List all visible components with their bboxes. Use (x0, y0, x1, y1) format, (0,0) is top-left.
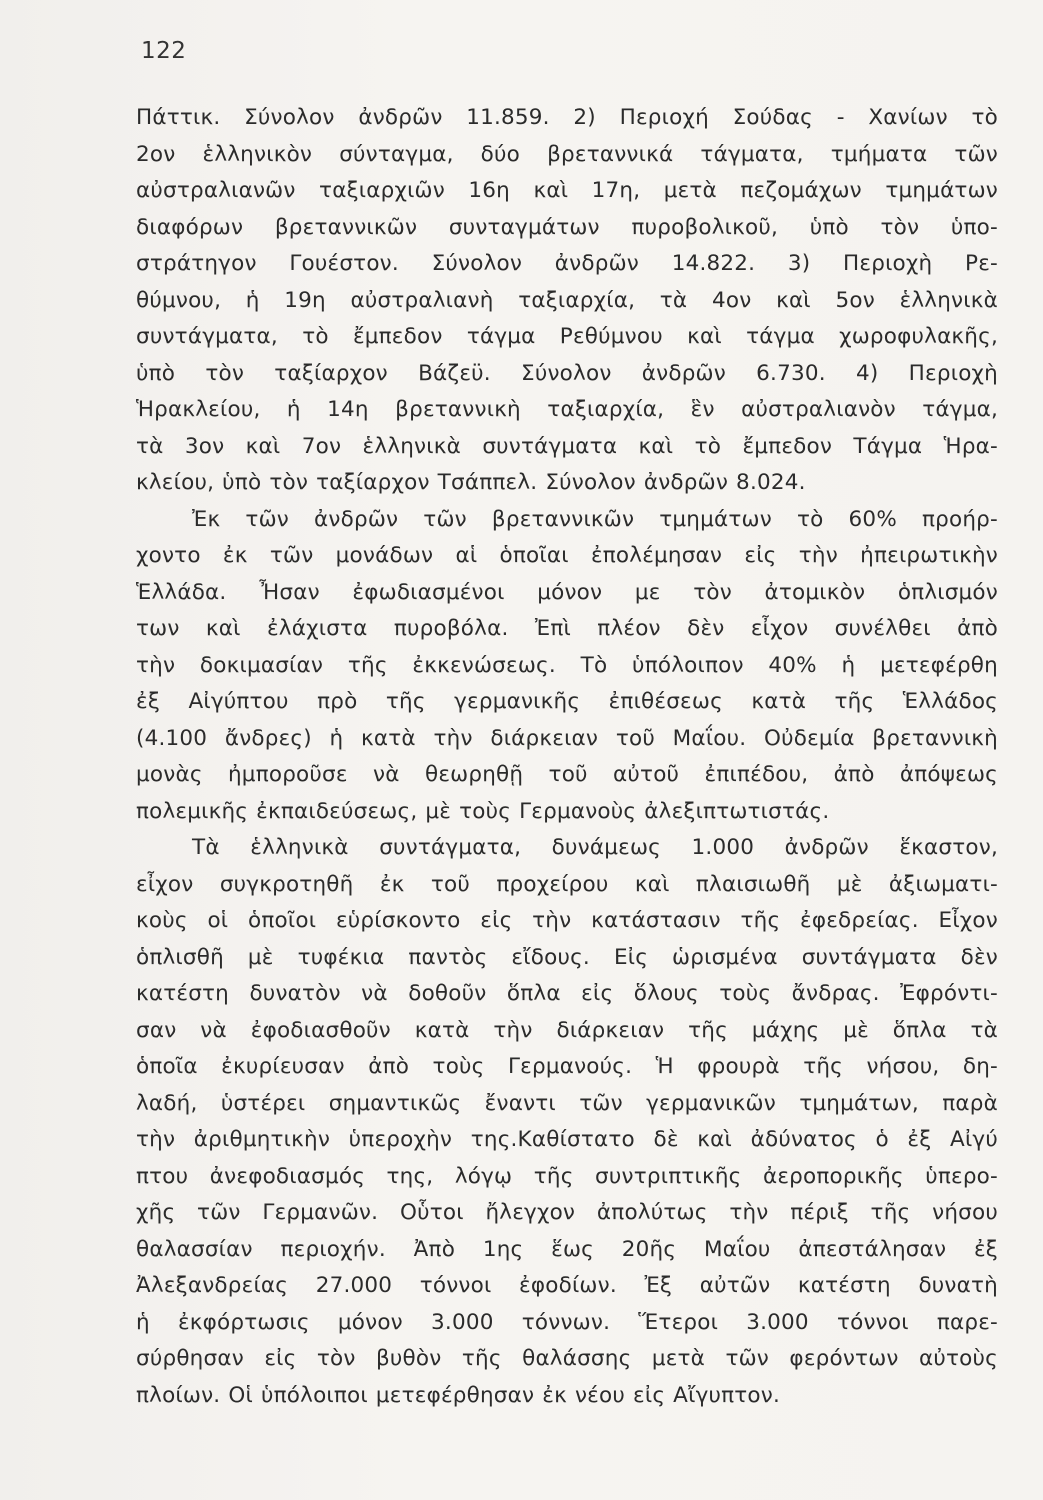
body-text (136, 100, 998, 1414)
text-line: Ἀλεξανδρείας 27.000 τόννοι ἐφοδίων. Ἐξ αὐτῶν κατέστη δυνατὴ (136, 1273, 998, 1298)
text-line: σαν νὰ ἐφοδιασθοῦν κατὰ τὴν διάρκειαν τῆς μάχης μὲ ὅπλα τὰ (136, 1017, 998, 1043)
text-line: πλοίων. Οἱ ὑπόλοιποι μετεφέρθησαν ἐκ νέου εἰς Αἴγυπτον. (136, 1382, 781, 1408)
text-line: θύμνου, ἡ 19η αὐστραλιανὴ ταξιαρχία, τὰ 4ον καὶ 5ον ἑλληνικὰ (136, 287, 998, 313)
text-line: ὁποῖα ἐκυρίευσαν ἀπὸ τοὺς Γερμανούς. Ἡ φρουρὰ τῆς νήσου, δη- (136, 1054, 998, 1079)
text-line: διαφόρων βρεταννικῶν συνταγμάτων πυροβολικοῦ, ὑπὸ τὸν ὑπο- (136, 214, 998, 240)
text-line: πολεμικῆς ἐκπαιδεύσεως, μὲ τοὺς Γερμανοὺς ἀλεξιπτωτιστάς. (136, 798, 830, 824)
text-line: Ἡρακλείου, ἡ 14η βρεταννικὴ ταξιαρχία, ἓν αὐστραλιανὸν τάγμα, (136, 397, 998, 422)
text-line: πτου ἀνεφοδιασμός της, λόγῳ τῆς συντριπτικῆς ἀεροπορικῆς ὑπερο- (136, 1163, 998, 1189)
text-line: Τὰ ἑλληνικὰ συντάγματα, δυνάμεως 1.000 ἀνδρῶν ἕκαστον, (192, 835, 998, 860)
text-line: τὴν ἀριθμητικὴν ὑπεροχὴν της.Καθίστατο δὲ καὶ ἀδύνατος ὁ ἐξ Αἰγύ (136, 1127, 998, 1152)
paragraph (136, 830, 998, 1414)
text-line: 2ον ἑλληνικὸν σύνταγμα, δύο βρεταννικά τάγματα, τμήματα τῶν (136, 141, 998, 167)
paragraph (136, 100, 998, 502)
text-line: (4.100 ἄνδρες) ἡ κατὰ τὴν διάρκειαν τοῦ Μαΐου. Οὐδεμία βρεταννικὴ (136, 725, 998, 751)
text-line: εἶχον συγκροτηθῆ ἐκ τοῦ προχείρου καὶ πλαισιωθῆ μὲ ἀξιωματι- (136, 871, 998, 897)
text-line: Ἐκ τῶν ἀνδρῶν τῶν βρεταννικῶν τμημάτων τὸ 60% προήρ- (192, 506, 998, 532)
page-number: 122 (141, 38, 187, 64)
text-line: τὴν δοκιμασίαν τῆς ἐκκενώσεως. Τὸ ὑπόλοιπον 40% ἡ μετεφέρθη (136, 652, 998, 678)
text-line: ἡ ἐκφόρτωσις μόνον 3.000 τόννων. Ἕτεροι 3.000 τόννοι παρε- (136, 1309, 998, 1335)
text-line: ὑπὸ τὸν ταξίαρχον Βάζεϋ. Σύνολον ἀνδρῶν 6.730. 4) Περιοχὴ (136, 360, 998, 386)
text-line: αὐστραλιανῶν ταξιαρχιῶν 16η καὶ 17η, μετὰ πεζομάχων τμημάτων (136, 178, 998, 203)
paragraph (136, 502, 998, 831)
text-line: λαδή, ὑστέρει σημαντικῶς ἔναντι τῶν γερμανικῶν τμημάτων, παρὰ (136, 1090, 998, 1116)
text-line: Ἑλλάδα. Ἦσαν ἐφωδιασμένοι μόνον με τὸν ἀτομικὸν ὁπλισμόν (136, 579, 998, 605)
text-line: ὁπλισθῆ μὲ τυφέκια παντὸς εἴδους. Εἰς ὡρισμένα συντάγματα δὲν (136, 944, 998, 970)
text-line: κλείου, ὑπὸ τὸν ταξίαρχον Τσάππελ. Σύνολον ἀνδρῶν 8.024. (136, 470, 806, 495)
text-line: μονὰς ἠμποροῦσε νὰ θεωρηθῇ τοῦ αὐτοῦ ἐπιπέδου, ἀπὸ ἀπόψεως (136, 762, 998, 787)
text-line: κοὺς οἱ ὁποῖοι εὑρίσκοντο εἰς τὴν κατάστασιν τῆς ἐφεδρείας. Εἶχον (136, 908, 998, 933)
text-line: Πάττικ. Σύνολον ἀνδρῶν 11.859. 2) Περιοχή Σούδας - Χανίων τὸ (136, 105, 998, 130)
text-line: κατέστη δυνατὸν νὰ δοθοῦν ὅπλα εἰς ὅλους τοὺς ἄνδρας. Ἐφρόντι- (136, 981, 998, 1006)
text-line: των καὶ ἐλάχιστα πυροβόλα. Ἐπὶ πλέον δὲν εἶχον συνέλθει ἀπὸ (136, 616, 998, 641)
text-line: στράτηγον Γουέστον. Σύνολον ἀνδρῶν 14.822. 3) Περιοχὴ Ρε- (136, 251, 998, 276)
text-line: χοντο ἐκ τῶν μονάδων αἱ ὁποῖαι ἐπολέμησαν εἰς τὴν ἠπειρωτικὴν (136, 543, 998, 568)
text-line: θαλασσίαν περιοχήν. Ἀπὸ 1ης ἕως 20ῆς Μαΐου ἀπεστάλησαν ἐξ (136, 1236, 998, 1262)
text-line: ἐξ Αἰγύπτου πρὸ τῆς γερμανικῆς ἐπιθέσεως κατὰ τῆς Ἑλλάδος (136, 689, 998, 714)
text-line: σύρθησαν εἰς τὸν βυθὸν τῆς θαλάσσης μετὰ τῶν φερόντων αὐτοὺς (136, 1346, 998, 1371)
text-line: τὰ 3ον καὶ 7ον ἑλληνικὰ συντάγματα καὶ τὸ ἔμπεδον Τάγμα Ἡρα- (136, 433, 998, 459)
text-line: χῆς τῶν Γερμανῶν. Οὗτοι ἤλεγχον ἀπολύτως τὴν πέριξ τῆς νήσου (136, 1200, 998, 1225)
text-line: συντάγματα, τὸ ἔμπεδον τάγμα Ρεθύμνου καὶ τάγμα χωροφυλακῆς, (136, 324, 998, 349)
